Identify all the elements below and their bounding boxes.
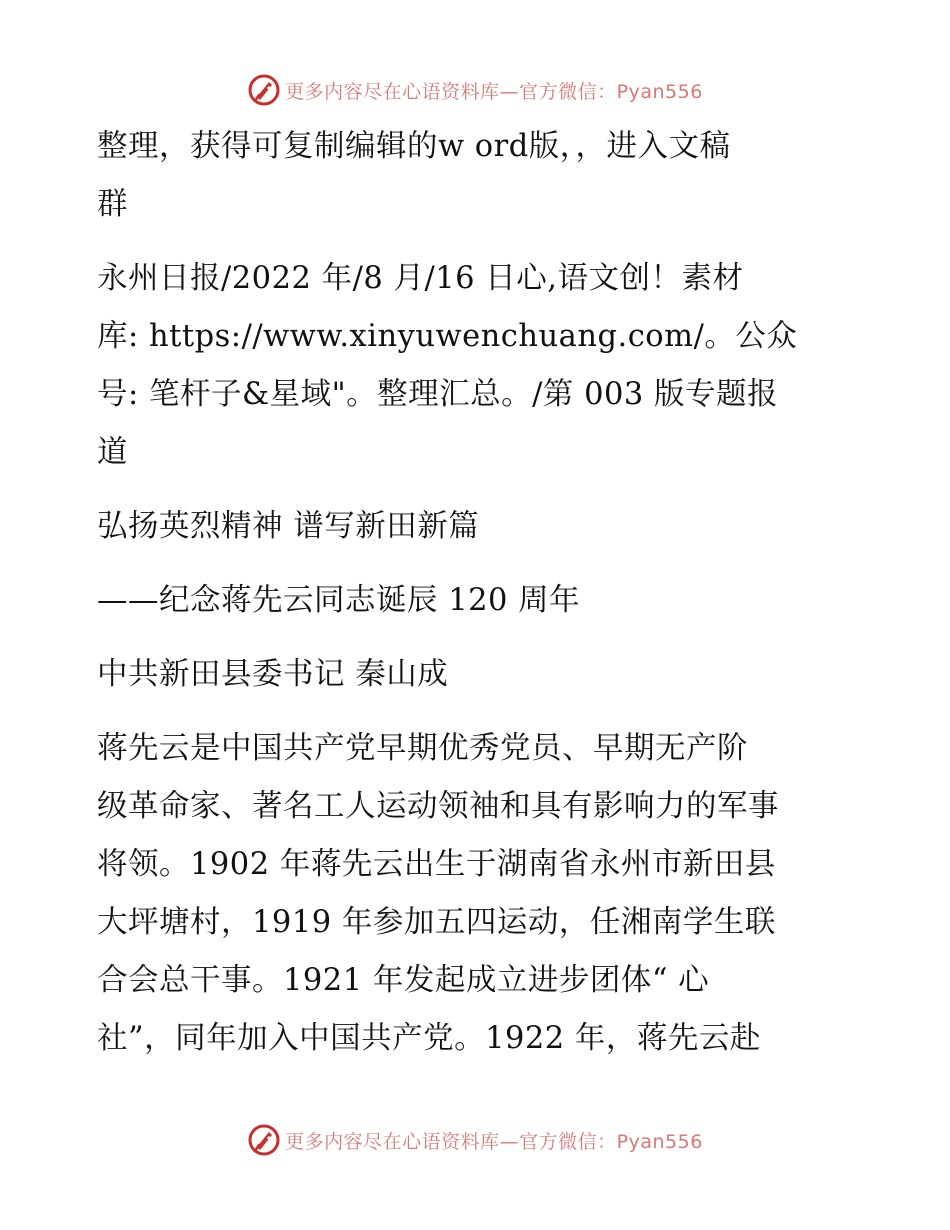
text-line: 群: [97, 187, 128, 222]
text-line: 永州日报/2022 年/8 月/16 日心,语文创！素材: [97, 261, 744, 296]
body-paragraph: [97, 720, 857, 1068]
text-line: 社”，同年加入中国共产党。1922 年，蒋先云赴: [97, 1021, 761, 1056]
text-line: 将领。1902 年蒋先云出生于湖南省永州市新田县: [97, 847, 776, 882]
text-line: 级革命家、著名工人运动领袖和具有影响力的军事: [97, 789, 779, 824]
text-line: 大坪塘村，1919 年参加五四运动，任湘南学生联: [97, 905, 776, 940]
intro-paragraph: [97, 118, 857, 234]
article-author: [97, 646, 857, 704]
text-line: 蒋先云是中国共产党早期优秀党员、早期无产阶: [97, 731, 748, 766]
source-paragraph: [97, 250, 857, 482]
pen-quill-logo-icon: [247, 1123, 281, 1157]
document-body: [97, 118, 857, 1068]
text-line: 合会总干事。1921 年发起成立进步团体“ 心: [97, 963, 710, 998]
article-title: [97, 498, 857, 556]
watermark-banner-top: [0, 70, 950, 110]
text-line: 号: 笔杆子&星域"。整理汇总。/第 003 版专题报: [97, 377, 779, 412]
pen-quill-logo-icon: [247, 73, 281, 107]
watermark-text: 更多内容尽在心语资料库—官方微信：Pyan556: [285, 1130, 703, 1153]
watermark-text: 更多内容尽在心语资料库—官方微信：Pyan556: [285, 80, 703, 103]
article-subtitle: [97, 572, 857, 630]
text-line: 道: [97, 435, 128, 470]
text-line: 库: https://www.xinyuwenchuang.com/。公众: [97, 319, 798, 354]
text-line: ——纪念蒋先云同志诞辰 120 周年: [97, 583, 581, 618]
text-line: 整理，获得可复制编辑的w ord版，，进入文稿: [97, 129, 731, 164]
text-line: 中共新田县委书记 秦山成: [97, 657, 449, 692]
text-line: 弘扬英烈精神 谱写新田新篇: [97, 509, 480, 544]
watermark-banner-bottom: [0, 1120, 950, 1160]
